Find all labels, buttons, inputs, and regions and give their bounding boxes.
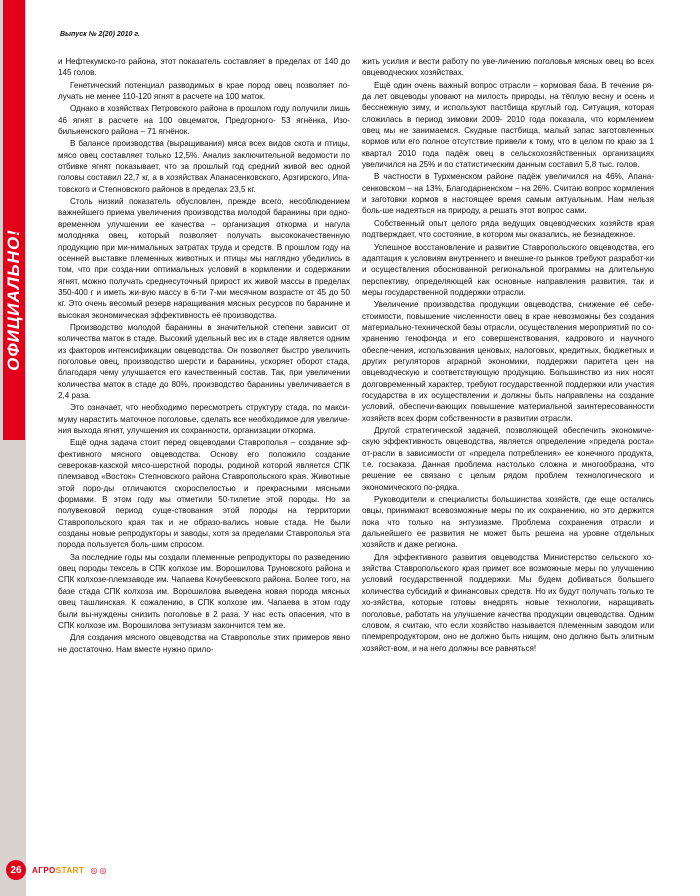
paragraph: Другой стратегической задачей, позволяющей обеспечить экономиче-скую эффективность овцеводства, является определение «предела роста» от-расли в зависимости от «предела потребления» ее конечного продукта, т.е. госзаказа. Данная проблема настолько сложна и многообразна, что решение ее связано с целым рядом проблем технологического и экономического по-рядка. (362, 426, 654, 492)
paragraph: Руководители и специалисты большинства хозяйств, где еще остались овцы, принимают всевозможные меры по их сохранению, но это держится пока что только на энтузиазме. Проблема сохранения отрасли и дальнейшего ее развития не может быть решена на уровне отдельных хозяйств и даже региона. (362, 495, 654, 550)
paragraph: Столь низкий показатель обусловлен, прежде всего, несоблюдением важнейшего приема увеличения производства молодой баранины при одно-временном улучшении ее качества – организация откорма и нагула молодняка овец, который позволяет получать высококачественную продукцию при ми-нимальных затратах труда и средств. В прошлом году на осенней выставке племенных животных и птицы мы наглядно убедились в том, что при созда-нии оптимальных условий в кормлении и содержании ягнят, можно получать среднесуточный прирост их живой массы в пределах 350-400 г и иметь жи-вую массу в 6-ти 7-ми месячном возрасте от 45 до 50 кг. Это очень весомый резерв наращивания мясных ресурсов по баранине и высокая экономическая эффективность её производства. (58, 197, 350, 320)
paragraph: Успешное восстановление и развитие Ставропольского овцеводства, его адаптация к условиям внутреннего и внешне-го рынков требуют разработ-ки и осуществления обоснованной региональной программы на длительную перспективу, определяющей как основные направления развития, так и меры государственной поддержки отрасли. (362, 242, 654, 297)
section-label: ОФИЦИАЛЬНО! (4, 229, 23, 371)
paragraph: За последние годы мы создали племенные репродукторы по разведению овец породы тексель в СПК колхозе им. Ворошилова Труновского района и СПК колхозе-племзаводе им. Чапаева Кочубеевского района. Более того, на базе стада СПК колхоза им. Ворошилова выведена новая порода мясных овец ташлинская. К сожалению, в СПК колхозе им. Чапаева в этом году были вы-нуждены снизить поголовье в 2 раза. У нас есть опасения, что в СПК колхозе им. Ворошилова энтузиазм закончится тем же. (58, 552, 350, 630)
right-column (362, 56, 654, 654)
paragraph: Ещё одна задача стоит перед овцеводами Ставрополья – создание эф-фективного мясного овцеводства. Основу его положило создание северокав-казской мясо-шерстной породы, родиной которой является СПК племзавод «Восток» Степновского района Ставропольского края. Животные этой поро-ды отличаются скороспелостью и прекрасными мясными формами. В этом году мы отметили 50-тилетие этой породы. Но за полувековой период суще-ствования этой породы на территории Ставропольского края так и не образо-вались новые стада. Не были созданы новые репродукторы и заводы, хотя за пределами Ставрополья эта порода пользуется боль-шим спросом. (58, 438, 350, 550)
paragraph: В балансе производства (выращивания) мяса всех видов скота и птицы, мясо овец составляет только 12,5%. Анализ заключительной ведомости по отбивке ягнят показывает, что за прошлый год средний живой вес одной головы составил 22,7 кг, а в хозяйствах Апанасенковского, Арзгирского, Ипа-товского и Степновского районов в пределах 23,5 кг. (58, 139, 350, 194)
logo-mark-icon: ◎ ◎ (90, 865, 107, 875)
brand-logo: АГРОSTART (32, 865, 85, 875)
paragraph: Для создания мясного овцеводства на Ставрополье этих примеров явно не достаточно. Нам вместе нужно прило- (58, 633, 350, 654)
left-column (58, 56, 350, 655)
page-number: 26 (6, 860, 26, 880)
paragraph: Собственный опыт целого ряда ведущих овцеводческих хозяйств края подтверждает, что состояние, в котором мы оказались, не безнадежное. (362, 218, 654, 240)
paragraph: и Нефтекумско-го района, этот показатель составляет в пределах от 140 до 145 голов. (58, 57, 350, 78)
issue-number: Выпуск № 2(20) 2010 г. (60, 31, 140, 38)
paragraph: Увеличение производства продукции овцеводства, снижение её себе-стоимости, повышение численности овец в крае невозможны без создания материально-технической базы отрасли, осуществления мероприятий по со-хранению генофонда и его совершенствования, кадрового и научного обеспе-чения, использования ценовых, налоговых, кредитных, бюджетных и других регуляторов аграрной экономики, поддержки паритета цен на овцеводческую и соответствующую продукцию. Большинство из них носят долговременный характер, требуют государственной поддержки или участия государства в их осуществлении и должны быть направлены на создание условий, обеспечи-вающих повышение материальной заинтересованности хозяйств всех форм собственности в развитии отрасли. (362, 300, 654, 423)
paragraph: Ещё один очень важный вопрос отрасли – кормовая база. В течение ря-да лет овцеводы уповают на милость природы, на тёплую весну и осень и бесснежную зиму, и используют пастбища круглый год. Ситуация, которая сложилась в период зимовки 2009- 2010 года показала, что кормлением овец мы не занимаемся. Скудные пастбища, малый запас заготовленных кормов или его полное отсутствие привели к тому, что в целом по краю за 1 квартал 2010 года падёж овец в сельскохозяйственных организациях увеличился на 25% и по статистическим данным составил 5,8 тыс. голов. (362, 80, 654, 170)
paragraph: Это означает, что необходимо пересмотреть структуру стада, по макси-муму нарастить маточное поголовье, сделать все необходимое для увеличе-ния выхода ягнят, улучшения их сохранности, организации откорма. (58, 403, 350, 435)
paragraph: Однако в хозяйствах Петровского района в прошлом году получили лишь 46 ягнят в расчете на 100 овцематок, Предгорного- 53 ягнёнка, Изо-бильненского района – 71 ягнёнок. (58, 104, 350, 137)
paragraph: В частности в Турхменском районе падёж увеличился на 46%, Апана-сенковском – на 13%, Благодарненском – на 26%. Считаю вопрос кормления и заготовки кормов в настоящее время самым актуальным. Нам нельзя боль-ше надеяться на природу, а решать этот вопрос сами. (362, 172, 654, 216)
paragraph: Для эффективного развития овцеводства Министерство сельского хо-зяйства Ставропольского края примет все возможные меры по улучшению условий государственной поддержки. Мы будем добиваться большего количества субсидий и финансовых средств. Но их будут получать только те хо-зяйства, которые готовы внедрять новые технологии, наращивать поголовье, работать на улучшение качества продукции овцеводства. Одним словом, я считаю, что если хозяйство называется племенным заводом или племрепродуктором, оно не должно быть нищим, оно должно быть элитным хозяйст-вом, и на него должны все равняться! (362, 552, 654, 653)
paragraph: Производство молодой баранины в значительной степени зависит от количества маток в стаде. Высокий удельный вес их в стаде является одним из факторов интенсификации овцеводства. Он позволяет быстро увеличить поголовье овец, производство шерсти и баранины, ускоряет оборот стада, благодаря чему улучшается его качественный состав. Так, при увеличении количества маток в стаде до 80%, производство баранины увеличивается в 2,4 раза. (58, 322, 350, 400)
page-footer (6, 860, 107, 880)
paragraph: жить усилия и вести работу по уве-личению поголовья мясных овец во всех овцеводческих хозяйствах. (362, 57, 654, 78)
paragraph: Генетический потенциал разводимых в крае пород овец позволяет по-лучать не менее 110-120 ягнят в расчете на 100 маток. (58, 80, 350, 102)
